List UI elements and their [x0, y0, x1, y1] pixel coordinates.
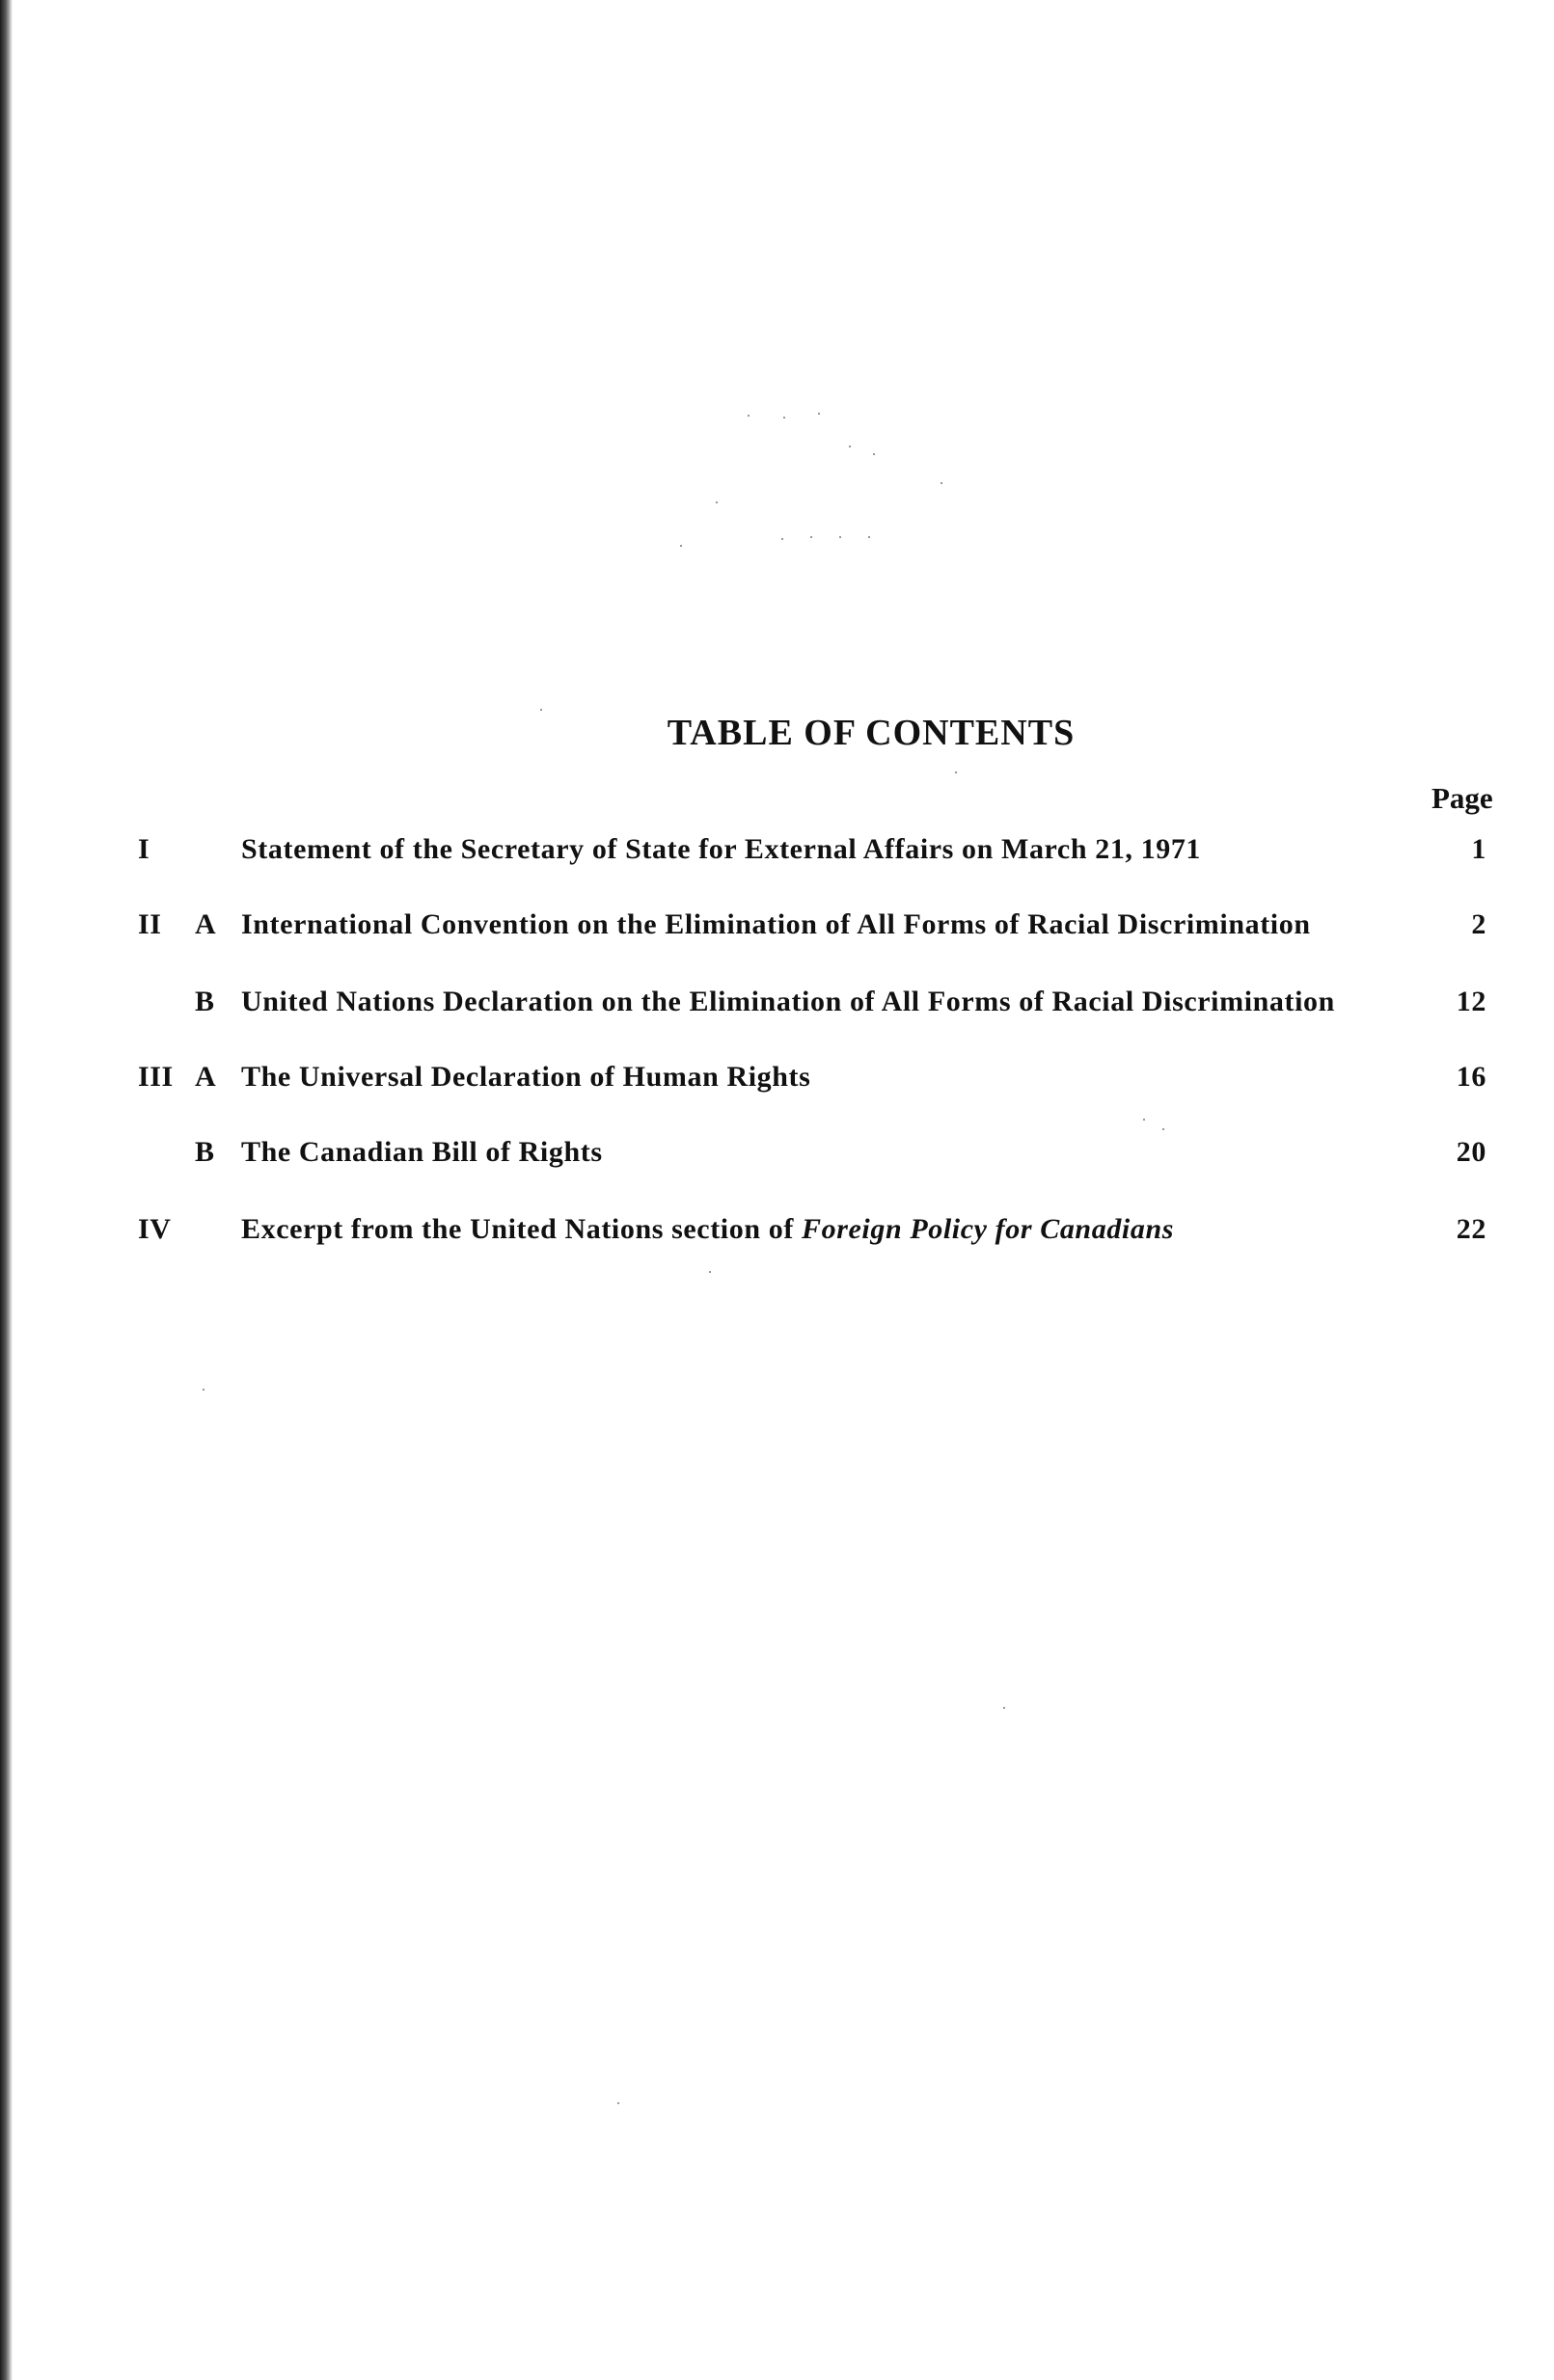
scan-speck [680, 545, 682, 547]
toc-entry-title [241, 908, 1311, 941]
toc-entry-title-text: The Universal Declaration of Human Rights [241, 1061, 811, 1093]
scan-speck [941, 482, 942, 484]
scan-speck [716, 501, 718, 503]
scan-speck [955, 771, 957, 773]
toc-page-number: 1 [1471, 833, 1486, 865]
toc-entry-title [241, 1136, 603, 1169]
page-column-header: Page [1431, 781, 1493, 815]
scan-speck [748, 415, 750, 417]
scan-speck [868, 536, 870, 538]
toc-section-number: IV [138, 1213, 172, 1245]
scan-speck [849, 446, 851, 447]
scan-speck [781, 538, 783, 540]
scan-speck [540, 709, 542, 711]
toc-entry [0, 1061, 1554, 1103]
toc-entry [0, 833, 1554, 876]
toc-entry-title-text: Statement of the Secretary of State for External Affairs on March 21, 1971 [241, 833, 1202, 865]
toc-subsection-letter: B [195, 1136, 215, 1168]
toc-entry [0, 908, 1554, 951]
toc-entry-title-text: United Nations Declaration on the Elimination of All Forms of Racial Discrimination [241, 986, 1335, 1017]
toc-section-number: I [138, 833, 150, 865]
scan-speck [1143, 1119, 1145, 1121]
scan-speck [839, 536, 841, 538]
toc-page-number: 22 [1456, 1213, 1486, 1245]
page-binding-edge [0, 0, 13, 2380]
toc-section-number: III [138, 1061, 174, 1093]
scan-speck [203, 1389, 204, 1391]
toc-subsection-letter: B [195, 986, 215, 1017]
scan-speck [1003, 1707, 1005, 1709]
toc-entry [0, 1213, 1554, 1256]
toc-entry-title [241, 833, 1201, 866]
scan-speck [709, 1271, 711, 1273]
scan-speck [617, 2102, 619, 2104]
toc-entry-title-text: Excerpt from the United Nations section of [241, 1213, 803, 1245]
toc-page-number: 2 [1471, 908, 1486, 940]
toc-section-number: II [138, 908, 162, 940]
toc-entry-title [241, 1213, 1174, 1246]
toc-entry [0, 1136, 1554, 1178]
page-title: TABLE OF CONTENTS [667, 713, 1076, 753]
toc-entry-title [241, 1061, 810, 1094]
toc-page-number: 16 [1456, 1061, 1486, 1093]
scan-speck [810, 536, 812, 538]
toc-page-number: 20 [1456, 1136, 1486, 1168]
scan-speck [783, 417, 785, 419]
toc-page-number: 12 [1456, 986, 1486, 1017]
toc-subsection-letter: A [195, 1061, 217, 1093]
toc-entry-title-text: The Canadian Bill of Rights [241, 1136, 603, 1168]
scan-speck [873, 453, 875, 455]
scan-speck [1162, 1128, 1164, 1130]
toc-entry [0, 986, 1554, 1028]
scan-speck [818, 413, 820, 415]
toc-entry-title-italic: Foreign Policy for Canadians [802, 1213, 1175, 1245]
toc-entry-title [241, 986, 1335, 1018]
toc-entry-title-text: International Convention on the Elimination of All Forms of Racial Discrimination [241, 908, 1311, 940]
toc-subsection-letter: A [195, 908, 217, 940]
